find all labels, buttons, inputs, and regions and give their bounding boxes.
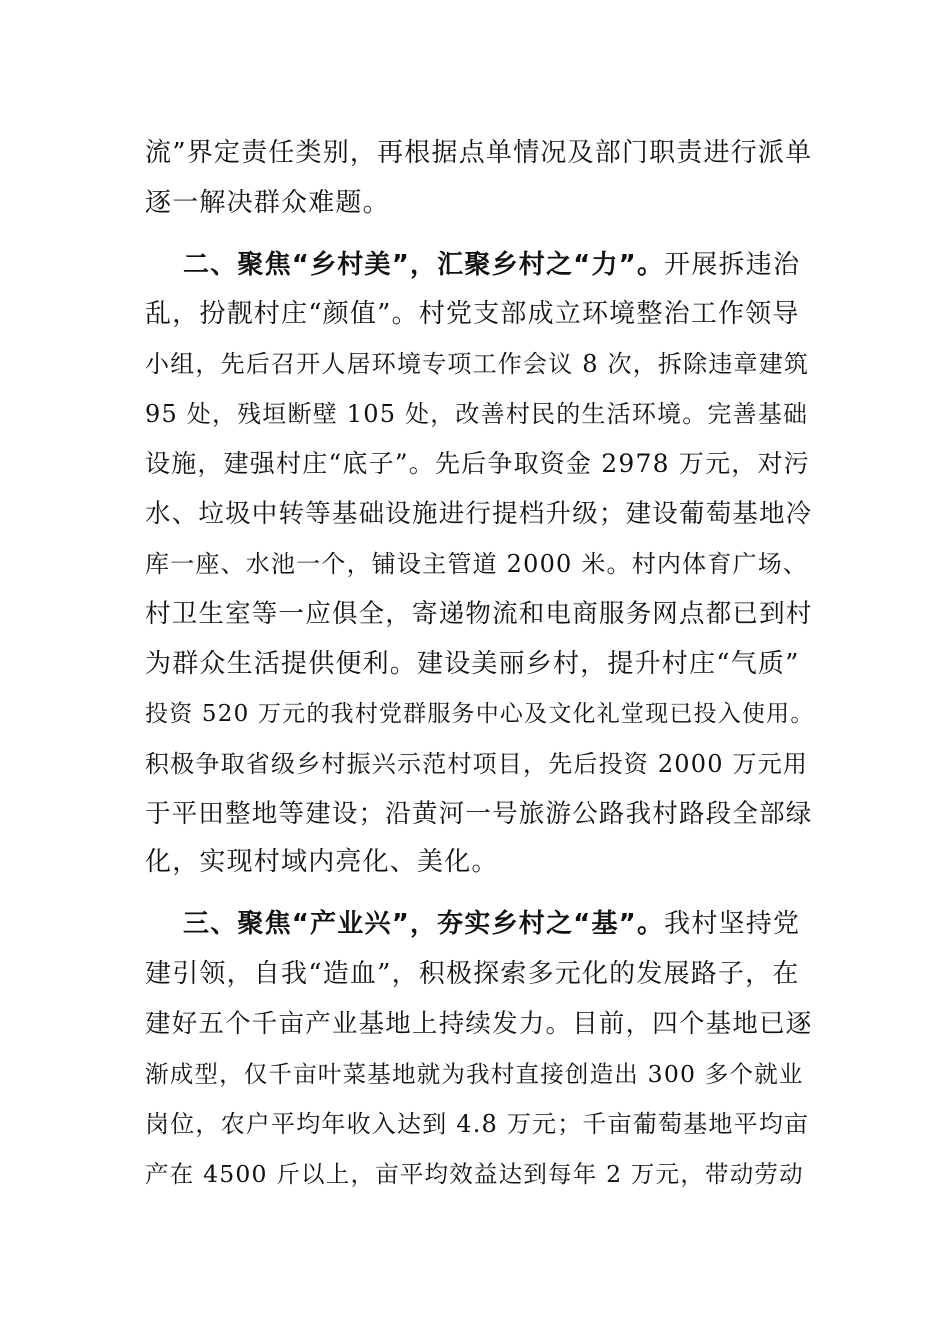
text-line: 设施，建强村庄“底子”。先后争取资金 2978 万元，对污 xyxy=(145,449,810,478)
text-line: 建好五个千亩产业基地上持续发力。目前，四个基地已逐 xyxy=(145,1009,813,1039)
section-two-heading: 二、聚焦“乡村美”，汇聚乡村之“力”。 xyxy=(183,250,665,280)
text-line: 小组，先后召开人居环境专项工作会议 8 次，拆除违章建筑 xyxy=(145,350,810,378)
text-line: 化，实现村域内亮化、美化。 xyxy=(145,847,499,877)
text-line: 逐一解决群众难题。 xyxy=(145,188,390,218)
section-three-heading: 三、聚焦“产业兴”，夯实乡村之“基”。 xyxy=(183,909,665,939)
text-line: 乱，扮靓村庄“颜值”。村党支部成立环境整治工作领导 xyxy=(145,299,800,329)
section-three-first-line xyxy=(183,904,815,944)
section-two-first-line xyxy=(183,245,815,285)
text-line: 于平田整地等建设；沿黄河一号旅游公路我村路段全部绿 xyxy=(145,799,813,829)
section-two-lead-text: 开展拆违治 xyxy=(664,250,801,280)
text-line: 95 处，残垣断壁 105 处，改善村民的生活环境。完善基础 xyxy=(145,400,809,428)
text-line: 产在 4500 斤以上，亩平均效益达到每年 2 万元，带动劳动 xyxy=(145,1160,804,1188)
text-line: 岗位，农户平均年收入达到 4.8 万元；千亩葡萄基地平均亩 xyxy=(145,1110,810,1138)
text-line: 水、垃圾中转等基础设施进行提档升级；建设葡萄基地冷 xyxy=(145,499,813,529)
text-line: 渐成型，仅千亩叶菜基地就为我村直接创造出 300 多个就业 xyxy=(145,1060,804,1088)
text-line: 建引领，自我“造血”，积极探索多元化的发展路子，在 xyxy=(145,959,800,989)
text-line: 积极争取省级乡村振兴示范村项目，先后投资 2000 万元用 xyxy=(145,750,809,778)
text-line: 投资 520 万元的我村党群服务中心及文化礼堂现已投入使用。 xyxy=(145,701,815,727)
text-line: 库一座、水池一个，铺设主管道 2000 米。村内体育广场、 xyxy=(145,550,809,578)
text-line: 流”界定责任类别，再根据点单情况及部门职责进行派单 xyxy=(145,138,813,168)
text-line: 村卫生室等一应俱全，寄递物流和电商服务网点都已到村 xyxy=(145,599,813,629)
text-line: 为群众生活提供便利。建设美丽乡村，提升村庄“气质” xyxy=(145,649,800,679)
section-three-lead-text: 我村坚持党 xyxy=(664,909,801,939)
